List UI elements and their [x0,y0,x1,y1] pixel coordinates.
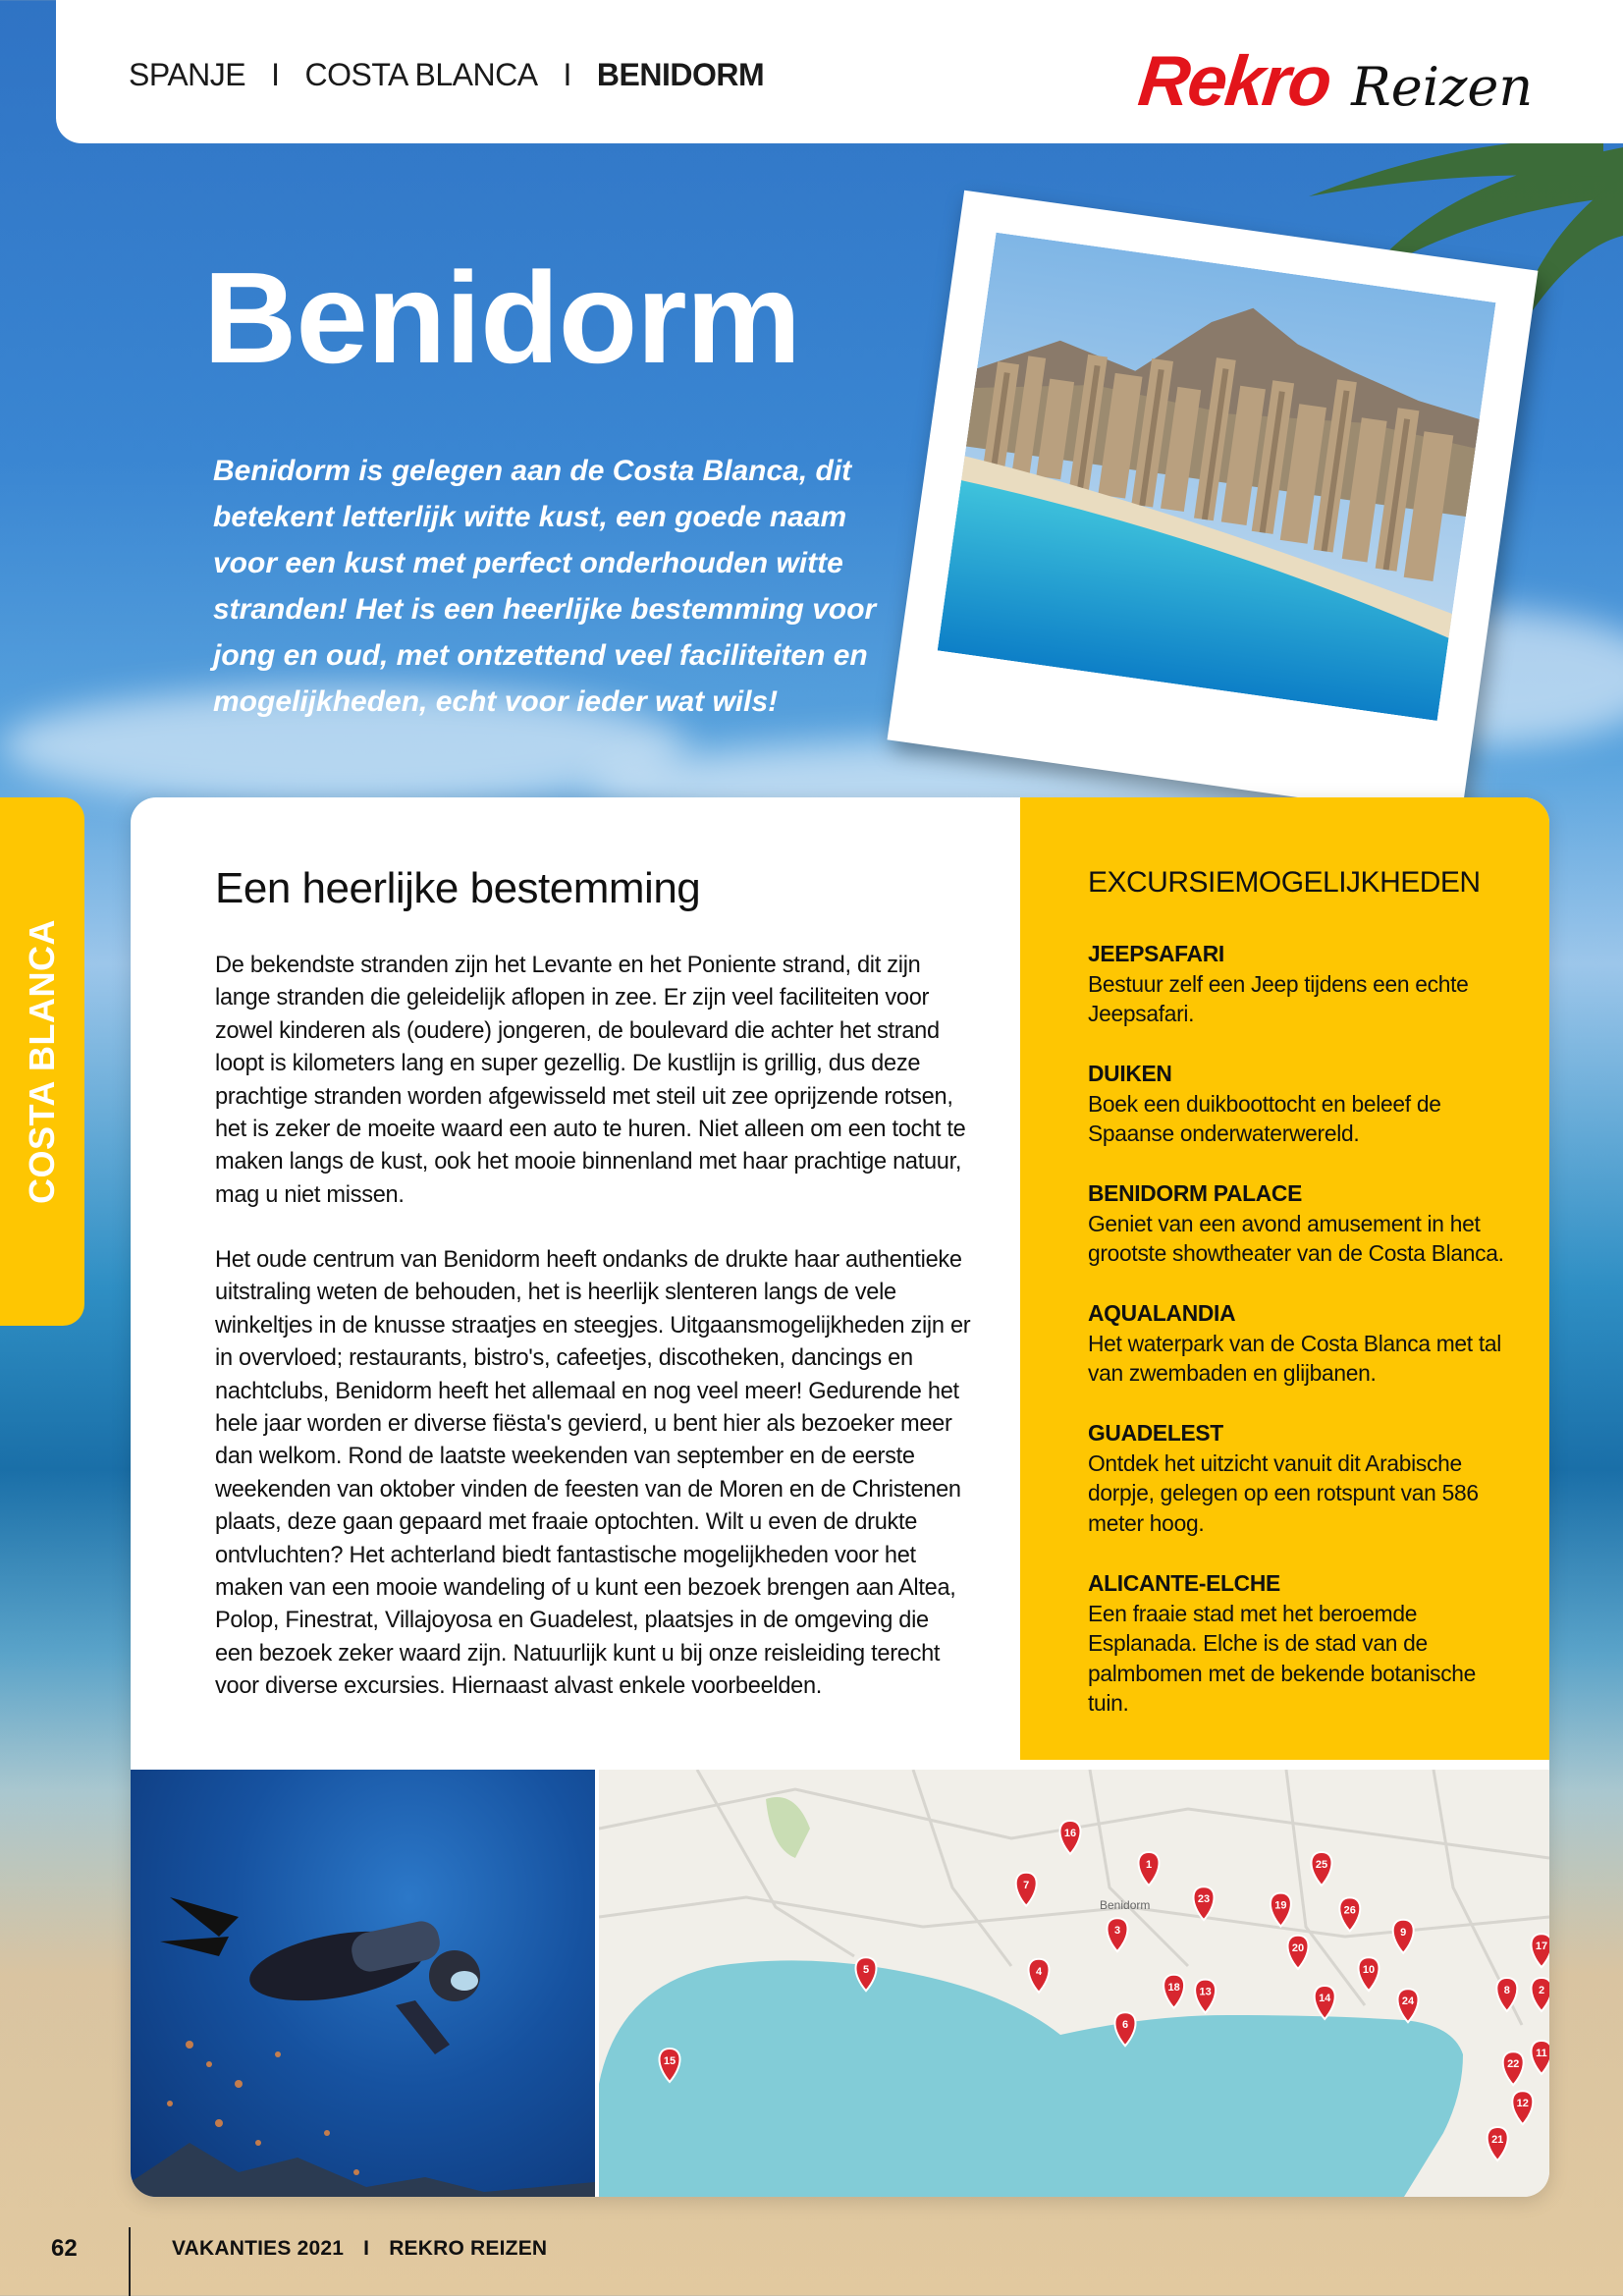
excursion-item [1088,1418,1510,1538]
map-pin-label: 9 [1400,1926,1407,1939]
map-pin-8[interactable] [1496,1978,1517,2011]
map-pin-label: 17 [1535,1941,1548,1953]
map-pin-24[interactable] [1398,1989,1419,2022]
excursion-description: Geniet van een avond amusement in het grootste showtheater van de Costa Blanca. [1088,1210,1504,1266]
map-city-label: Benidorm [1100,1898,1151,1912]
map-pin-26[interactable] [1339,1897,1360,1931]
footer-text [172,2237,547,2261]
map-pin-label: 12 [1516,2098,1529,2110]
excursion-description: Boek een duikboottocht en beleef de Spaanse onderwaterwereld. [1088,1090,1441,1146]
map-pin-label: 4 [1035,1965,1043,1978]
map-pin-label: 6 [1121,2019,1129,2032]
map-pin-label: 26 [1343,1904,1356,1917]
page-number: 62 [51,2235,78,2262]
breadcrumb-item-current: BENIDORM [596,57,765,92]
logo-wordmark: Rekro [1134,42,1334,121]
footer-separator: I [363,2237,370,2260]
benidorm-skyline-photo [938,233,1496,721]
excursion-description: Ontdek het uitzicht vanuit dit Arabische dorpje, gelegen op een rotspunt van 586 meter hoog. [1088,1449,1479,1536]
excursion-name: GUADELEST [1088,1420,1223,1446]
footer-brand: REKRO REIZEN [389,2237,548,2260]
map-pin-label: 8 [1503,1985,1510,1996]
map-pin-label: 1 [1145,1859,1153,1871]
map-pin-label: 21 [1491,2134,1504,2146]
breadcrumb-separator: I [271,57,280,92]
region-side-tab [0,797,84,1326]
map-pin-10[interactable] [1359,1957,1380,1991]
map-pin-3[interactable] [1108,1918,1128,1951]
excursion-description: Het waterpark van de Costa Blanca met tal van zwembaden en glijbanen. [1088,1330,1502,1386]
map-pin-label: 2 [1538,1985,1545,1996]
intro-text: Benidorm is gelegen aan de Costa Blanca, dit betekent letterlijk witte kust, een goede naam voor een kust met perfect onderhouden witte stranden! Het is een heerlijke bestemming voor jong en oud, met ontzettend veel faciliteiten en mogelijkheden, echt voor ieder wat wils! [213,455,877,718]
map-pin-14[interactable] [1315,1986,1335,2019]
breadcrumb-item-region[interactable]: COSTA BLANCA [304,57,538,92]
map-pin-label: 15 [663,2055,676,2067]
footer-publication: VAKANTIES 2021 [172,2237,345,2260]
breadcrumb-separator: I [563,57,571,92]
excursion-item [1088,1298,1510,1389]
excursion-name: ALICANTE-ELCHE [1088,1570,1280,1596]
map-pin-label: 23 [1197,1893,1211,1906]
benidorm-photo-polaroid [888,191,1539,821]
area-map[interactable] [599,1770,1549,2197]
map-pin-label: 22 [1507,2058,1520,2071]
map-pin-11[interactable] [1532,2041,1550,2074]
map-pin-label: 18 [1167,1981,1180,1994]
excursion-name: DUIKEN [1088,1061,1172,1086]
article-paragraph: De bekendste stranden zijn het Levante en het Poniente strand, dit zijn lange stranden die geleidelijk aflopen in zee. Er zijn veel faciliteiten voor zowel kinderen als (oudere) jongeren, de boulevard die achter het strand loopt is kilometers lang en super gezellig. De kustlijn is grillig, dus deze prachtige stranden worden afgewisseld met steil uit zee oprijzende rotsen, het is zeker de moeite waard een auto te huren. Niet alleen om een tocht te maken langs de kust, ook het mooie binnenland met haar prachtige natuur, mag u niet missen. [215,953,966,1208]
excursion-item [1088,1568,1510,1719]
map-pin-label: 24 [1401,1995,1415,2008]
logo-script: Reizen [1351,56,1534,118]
excursion-description: Een fraaie stad met het beroemde Esplanada. Elche is de stad van de palmbomen met de bekende botanische tuin. [1088,1600,1477,1716]
excursion-name: AQUALANDIA [1088,1300,1236,1326]
excursion-item [1088,1059,1510,1149]
map-pin-18[interactable] [1163,1975,1184,2008]
map-pin-label: 10 [1362,1964,1376,1977]
map-pin-1[interactable] [1139,1852,1160,1886]
map-pin-label: 13 [1199,1986,1212,1998]
map-pin-label: 11 [1536,2048,1547,2059]
map-pin-17[interactable] [1532,1934,1550,1967]
map-pin-label: 5 [862,1964,870,1977]
excursion-description: Bestuur zelf een Jeep tijdens een echte Jeepsafari. [1088,970,1469,1026]
map-pin-2[interactable] [1532,1978,1550,2011]
map-pin-21[interactable] [1488,2127,1508,2160]
map-pin-label: 3 [1113,1925,1121,1938]
map-pin-25[interactable] [1312,1852,1332,1886]
breadcrumb-item-country[interactable]: SPANJE [129,57,246,92]
excursions-heading: EXCURSIEMOGELIJKHEDEN [1088,866,1481,899]
map-pin-12[interactable] [1512,2091,1533,2124]
map-pin-13[interactable] [1195,1980,1216,2013]
footer-divider [129,2227,131,2296]
map-pin-4[interactable] [1029,1959,1050,1993]
content-card [131,797,1549,2197]
map-pin-label: 20 [1291,1941,1305,1954]
map-pin-label: 16 [1063,1828,1077,1839]
breadcrumb [129,57,764,93]
map-pin-label: 7 [1023,1879,1030,1891]
article-heading: Een heerlijke bestemming [215,864,701,912]
map-pin-label: 14 [1319,1993,1331,2004]
excursion-item [1088,1178,1510,1269]
map-pin-label: 19 [1274,1899,1287,1912]
map-pin-19[interactable] [1271,1893,1291,1927]
article-paragraph: Het oude centrum van Benidorm heeft ondanks de drukte haar authentieke uitstraling weten de behouden, het is heerlijk slenteren langs de vele winkeltjes in de knusse straatjes en steegjes. Uitgaansmogelijkheden zijn er in overvloed; restaurants, bistro's, cafeetjes, discotheken, dancings en nachtclubs, Benidorm heeft het allemaal en nog veel meer! Gedurende het hele jaar worden er diverse fiësta's gevierd, u bent hier als bezoeker meer dan welkom. Rond de laatste weekenden van september en de eerste weekenden van oktober vinden de feesten van de Moren en de Christenen plaats, deze gaan gepaard met fraaie optochten. Wilt u even de drukte ontvluchten? Het achterland biedt fantastische mogelijkheden voor het maken van een mooie wandeling of u kunt een bezoek brengen aan Altea, Polop, Finestrat, Villajoyosa en Guadelest, plaatsjes in de omgeving die een bezoek zeker waard zijn. Natuurlijk kunt u bij onze reisleiding terecht voor diverse excursies. Hiernaast alvast enkele voorbeelden. [215,1247,971,1700]
map-pin-9[interactable] [1393,1920,1414,1953]
map-pin-16[interactable] [1060,1821,1081,1854]
map-pin-20[interactable] [1288,1936,1309,1969]
excursion-name: BENIDORM PALACE [1088,1180,1302,1206]
map-pin-7[interactable] [1016,1873,1037,1906]
scuba-diver-photo [131,1770,595,2197]
map-pin-22[interactable] [1503,2051,1524,2085]
page-title: Benidorm [203,246,801,390]
brand-logo [1134,41,1534,121]
map-canvas [599,1770,1549,2197]
excursion-name: JEEPSAFARI [1088,941,1224,966]
region-side-tab-label: COSTA BLANCA [22,919,62,1204]
map-pin-label: 25 [1315,1859,1328,1871]
excursion-item [1088,939,1510,1029]
